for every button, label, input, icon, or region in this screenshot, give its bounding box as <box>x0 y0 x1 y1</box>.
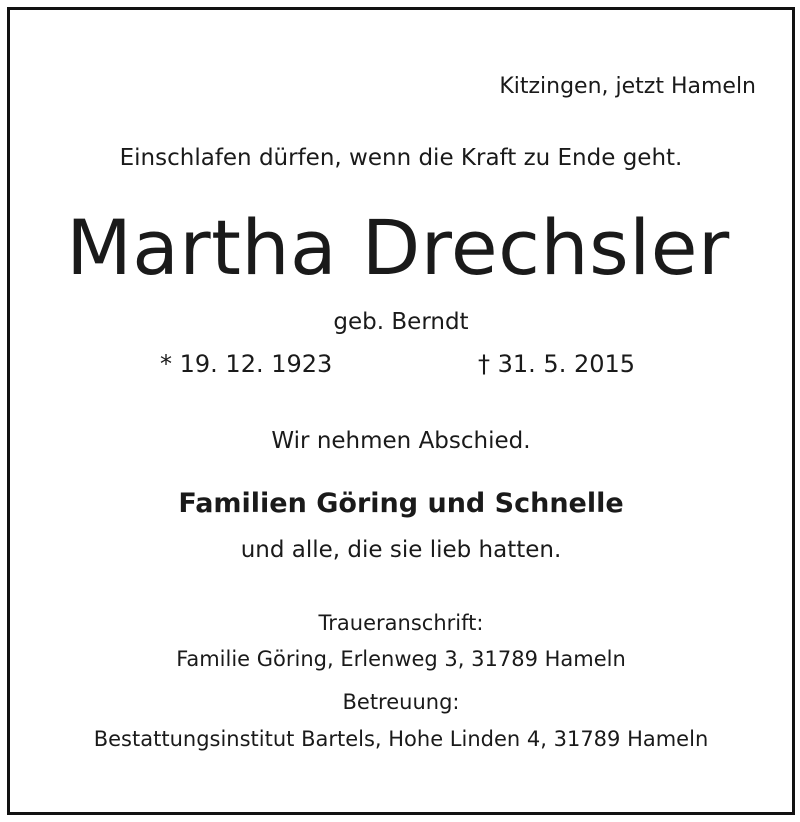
funeral-home: Bestattungsinstitut Bartels, Hohe Linden 4, 31789 Hameln <box>93 727 709 751</box>
farewell-line: Wir nehmen Abschied. <box>271 428 531 454</box>
location-line: Kitzingen, jetzt Hameln <box>499 74 756 99</box>
birth-date: * 19. 12. 1923 <box>160 350 333 378</box>
maiden-name: geb. Berndt <box>333 309 469 335</box>
loved-ones-line: und alle, die sie lieb hatten. <box>240 537 562 563</box>
deceased-name: Martha Drechsler <box>66 203 730 292</box>
verse-line: Einschlafen dürfen, wenn die Kraft zu Ende geht. <box>119 145 683 171</box>
care-label: Betreuung: <box>342 690 460 714</box>
families-line: Familien Göring und Schnelle <box>178 488 624 519</box>
death-date: † 31. 5. 2015 <box>478 350 636 378</box>
life-dates <box>10 350 792 386</box>
mourning-address: Familie Göring, Erlenweg 3, 31789 Hameln <box>176 647 626 671</box>
obituary-notice <box>7 7 795 815</box>
mourning-address-label: Traueranschrift: <box>318 611 484 635</box>
